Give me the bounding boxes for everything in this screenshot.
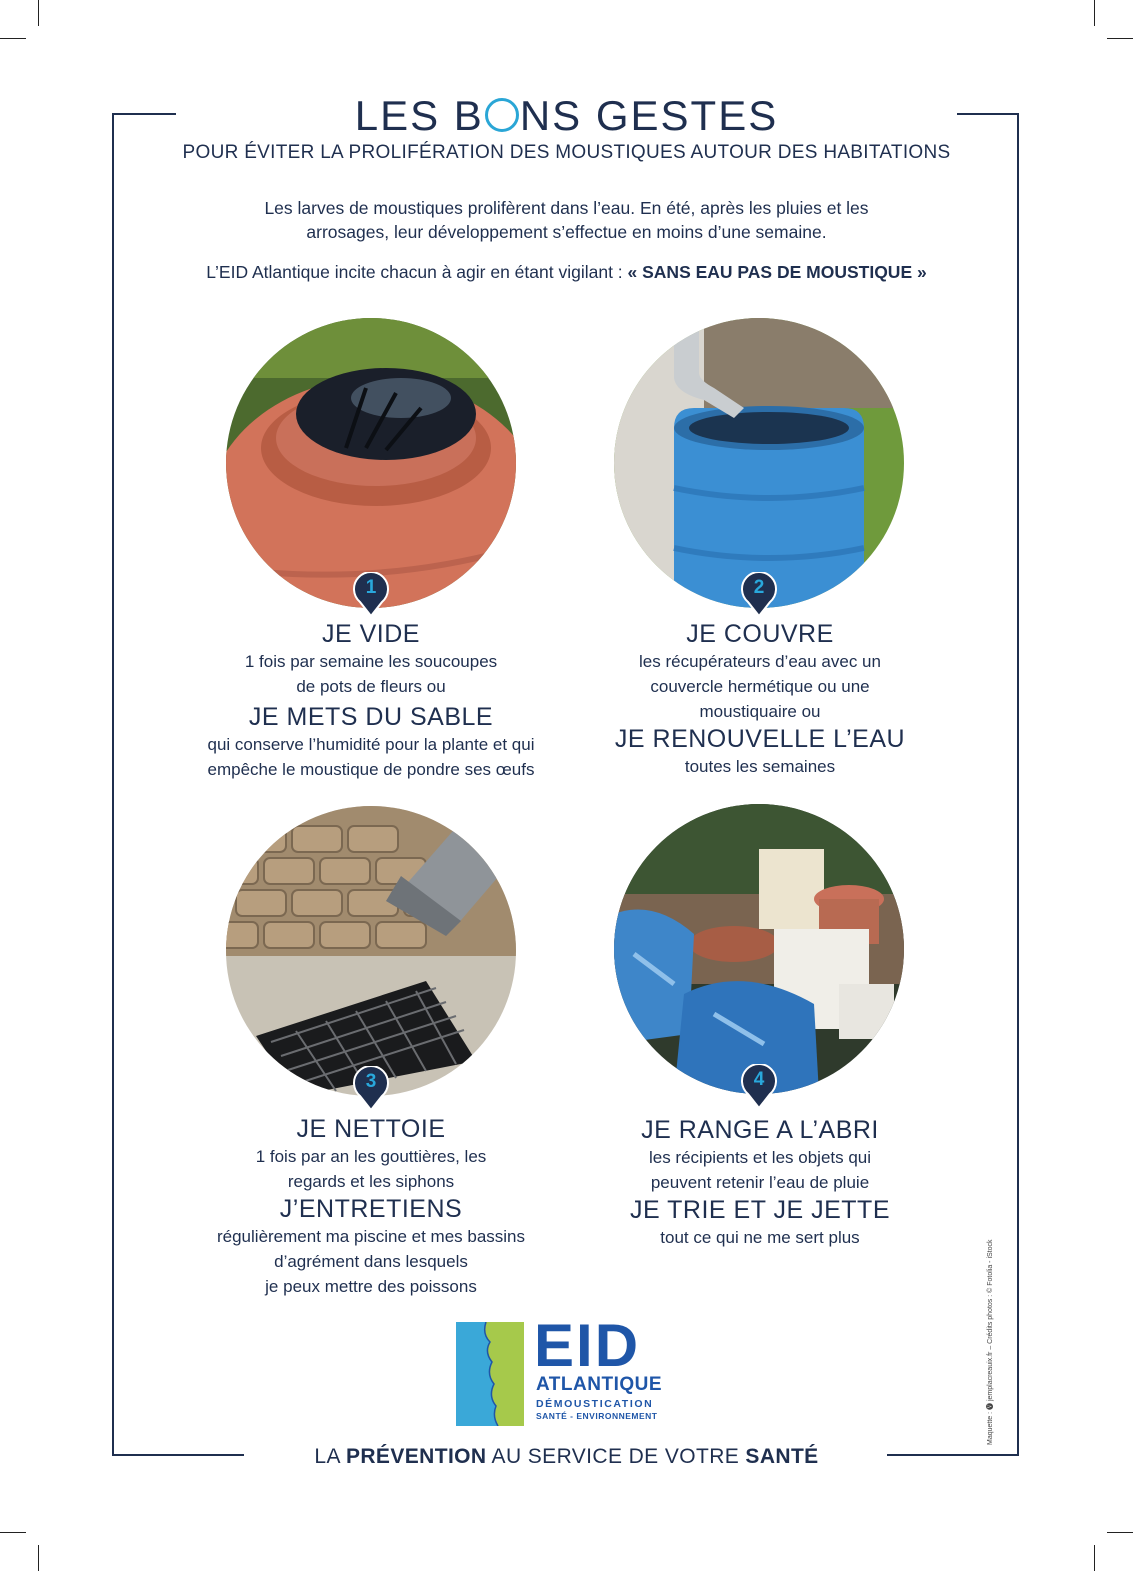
step-4-text bbox=[560, 1115, 960, 1250]
step-3-line: 1 fois par an les gouttières, les bbox=[255, 1147, 487, 1166]
step-1-line: qui conserve l’humidité pour la plante et qui bbox=[207, 735, 535, 754]
crop-mark bbox=[1094, 0, 1095, 26]
step-number-pin-2 bbox=[740, 572, 778, 618]
intro-line-1: Les larves de moustiques prolifèrent dans l’eau. En été, après les pluies et les bbox=[264, 198, 869, 218]
crop-mark bbox=[0, 1532, 26, 1533]
step-1-line: 1 fois par semaine les soucoupes bbox=[244, 652, 498, 671]
step-3-line: je peux mettre des poissons bbox=[265, 1277, 477, 1296]
step-4-line: les récipients et les objets qui bbox=[648, 1148, 872, 1167]
step-2-heading: JE COUVRE bbox=[686, 620, 834, 648]
photo-credit: Maquette : 🅥 jemplacreauix.fr – Crédits photos : © Fotolia - iStock bbox=[987, 1239, 994, 1445]
step-number-pin-4 bbox=[740, 1064, 778, 1110]
step-4-line: peuvent retenir l’eau de pluie bbox=[650, 1173, 870, 1192]
crop-mark bbox=[38, 1545, 39, 1571]
tagline-part: AU SERVICE DE VOTRE bbox=[486, 1445, 746, 1468]
step-4-heading-2: JE TRIE ET JE JETTE bbox=[629, 1196, 890, 1224]
step-3-line: regards et les siphons bbox=[287, 1172, 455, 1191]
step-1-heading: JE VIDE bbox=[322, 620, 420, 648]
step-1-text bbox=[171, 619, 571, 782]
photo-terracotta-pot bbox=[226, 318, 516, 608]
step-number-pin-3 bbox=[352, 1066, 390, 1112]
logo-sante-environnement: SANTÉ - ENVIRONNEMENT bbox=[536, 1411, 658, 1421]
tagline-bold: SANTÉ bbox=[745, 1445, 819, 1468]
step-3-line: régulièrement ma piscine et mes bassins bbox=[216, 1227, 526, 1246]
title-part-1: LES B bbox=[354, 92, 484, 139]
title-o-ring bbox=[485, 98, 519, 132]
step-number-1: 1 bbox=[365, 577, 377, 598]
step-3-heading: JE NETTOIE bbox=[296, 1115, 446, 1143]
step-2-line: toutes les semaines bbox=[684, 757, 836, 776]
tagline-part: LA bbox=[314, 1445, 346, 1468]
intro-slogan: « SANS EAU PAS DE MOUSTIQUE » bbox=[627, 262, 927, 282]
intro-line-2: arrosages, leur développement s’effectue en moins d’une semaine. bbox=[306, 222, 827, 242]
step-1-line: empêche le moustique de pondre ses œufs bbox=[207, 760, 535, 779]
crop-mark bbox=[1107, 1532, 1133, 1533]
crop-mark bbox=[1094, 1545, 1095, 1571]
intro-line-3 bbox=[0, 260, 1133, 284]
eid-atlantique-logo bbox=[456, 1312, 666, 1426]
step-number-pin-1 bbox=[352, 572, 390, 618]
step-3-text bbox=[171, 1114, 571, 1299]
frame-right bbox=[1017, 113, 1019, 1456]
page-title bbox=[0, 92, 1133, 140]
step-1-line: de pots de fleurs ou bbox=[296, 677, 446, 696]
step-2-line: couvercle hermétique ou une bbox=[650, 677, 870, 696]
tagline-bold: PRÉVENTION bbox=[345, 1445, 487, 1468]
step-3-heading-2: J’ENTRETIENS bbox=[279, 1195, 463, 1223]
frame-left bbox=[112, 113, 114, 1456]
step-3-line: d’agrément dans lesquels bbox=[274, 1252, 468, 1271]
footer-tagline bbox=[0, 1445, 1133, 1469]
intro-line-3-text: L’EID Atlantique incite chacun à agir en étant vigilant : bbox=[206, 262, 628, 282]
step-2-heading-2: JE RENOUVELLE L’EAU bbox=[614, 725, 906, 753]
step-number-4: 4 bbox=[753, 1069, 765, 1090]
logo-eid: EID bbox=[534, 1312, 641, 1379]
step-4-line: tout ce qui ne me sert plus bbox=[660, 1228, 860, 1247]
title-part-2: NS GESTES bbox=[519, 92, 779, 139]
photo-gutter-grate bbox=[226, 806, 516, 1096]
crop-mark bbox=[1107, 38, 1133, 39]
photo-blue-barrel bbox=[614, 318, 904, 608]
step-1-heading-2: JE METS DU SABLE bbox=[248, 703, 494, 731]
crop-mark bbox=[38, 0, 39, 26]
crop-mark bbox=[0, 38, 26, 39]
photo-pots-and-bags bbox=[614, 804, 904, 1094]
logo-demoustication: DÉMOUSTICATION bbox=[536, 1398, 654, 1410]
step-2-text bbox=[560, 619, 960, 779]
step-2-line: moustiquaire ou bbox=[699, 702, 821, 721]
step-2-line: les récupérateurs d’eau avec un bbox=[639, 652, 881, 671]
step-number-2: 2 bbox=[753, 577, 765, 598]
step-4-heading: JE RANGE A L’ABRI bbox=[641, 1116, 879, 1144]
logo-atlantique: ATLANTIQUE bbox=[536, 1374, 663, 1395]
step-number-3: 3 bbox=[365, 1071, 377, 1092]
page-subtitle: POUR ÉVITER LA PROLIFÉRATION DES MOUSTIQUES AUTOUR DES HABITATIONS bbox=[182, 142, 951, 163]
